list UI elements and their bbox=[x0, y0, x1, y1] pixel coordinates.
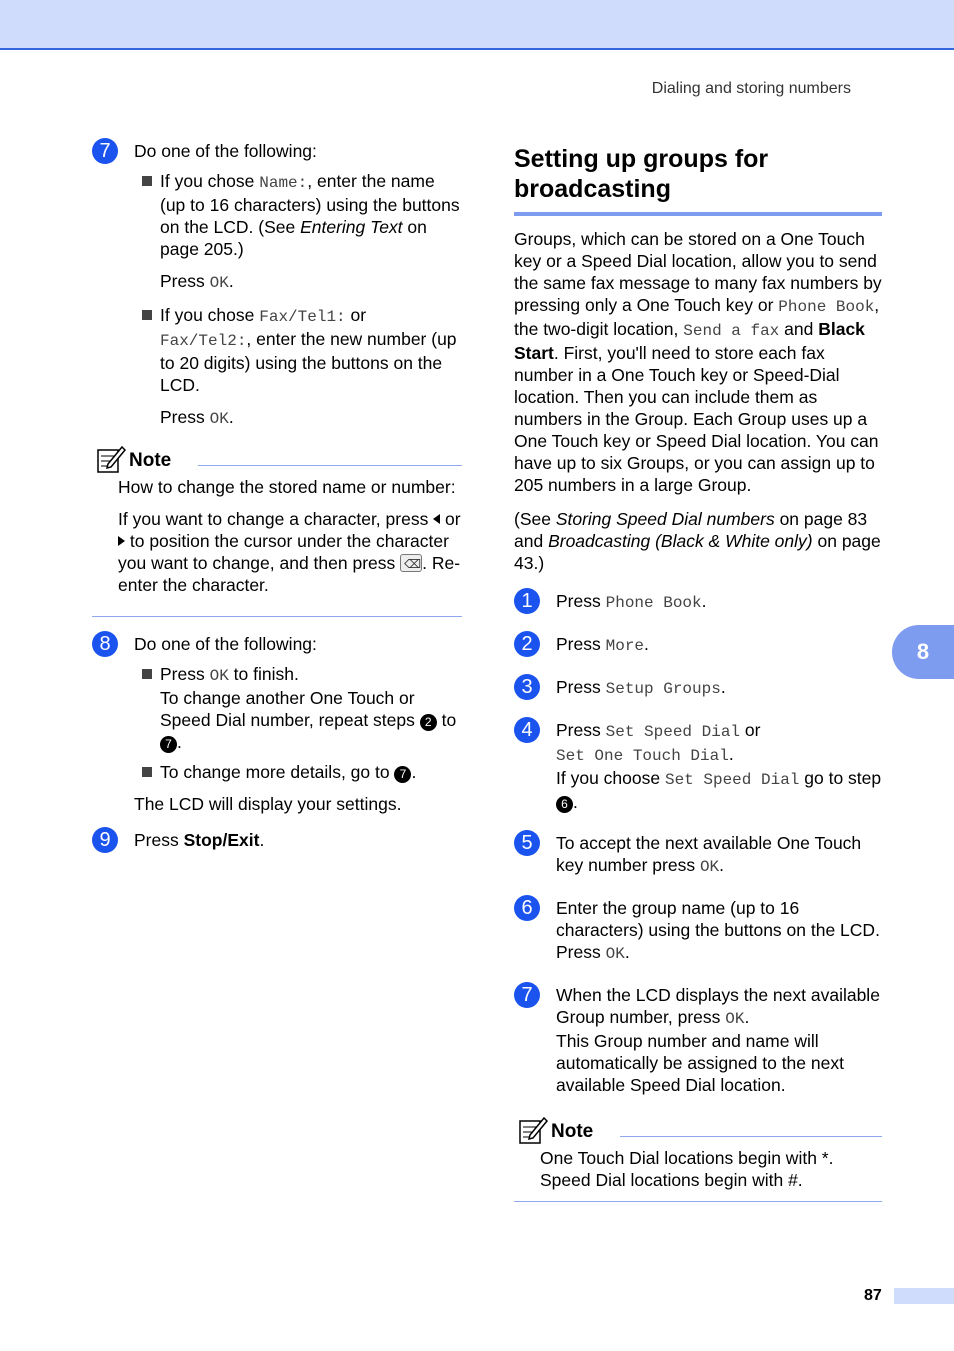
step-intro: Do one of the following: bbox=[134, 634, 317, 654]
lcd-send-a-fax: Send a fax bbox=[683, 322, 780, 340]
step-6-right bbox=[514, 897, 882, 965]
text: (See bbox=[514, 509, 556, 529]
lcd-ok: OK bbox=[699, 858, 720, 876]
lcd-set-one-touch-dial: Set One Touch Dial bbox=[556, 747, 729, 765]
step-number: 2 bbox=[514, 631, 540, 657]
text: Press bbox=[556, 942, 606, 962]
text: To accept the next available One Touch key number press bbox=[556, 833, 862, 875]
text: . bbox=[728, 744, 734, 764]
text: Enter the group name (up to 16 characters) using the buttons on the LCD. bbox=[556, 898, 880, 940]
step-number: 6 bbox=[514, 895, 540, 921]
text: . bbox=[719, 855, 725, 875]
lcd-ok: OK bbox=[209, 410, 229, 428]
press-ok-2 bbox=[134, 406, 462, 430]
page-number: 87 bbox=[864, 1287, 882, 1304]
lcd-more: More bbox=[605, 637, 645, 655]
text: Press bbox=[134, 830, 184, 850]
step-number: 9 bbox=[92, 827, 118, 853]
lcd-name: Name: bbox=[259, 174, 308, 192]
bullet-name bbox=[134, 170, 462, 260]
right-column bbox=[514, 144, 882, 1218]
text: or bbox=[345, 305, 367, 325]
step-number: 8 bbox=[92, 631, 118, 657]
text: or bbox=[740, 720, 761, 740]
text: If you choose bbox=[556, 768, 665, 788]
note-rule bbox=[620, 1136, 882, 1137]
step-ref-icon: 7 bbox=[160, 736, 177, 753]
lcd-phone-book: Phone Book bbox=[605, 594, 702, 612]
text: Press bbox=[556, 591, 606, 611]
text: . bbox=[228, 271, 234, 291]
header-bar bbox=[0, 0, 954, 50]
text: . bbox=[411, 762, 417, 782]
lcd-ok: OK bbox=[209, 667, 229, 685]
text: . bbox=[720, 677, 726, 697]
text: . bbox=[701, 591, 707, 611]
intro-paragraph bbox=[514, 228, 882, 496]
step-number: 3 bbox=[514, 674, 540, 700]
section-title: Setting up groups for broadcasting bbox=[514, 144, 882, 216]
text: Press bbox=[160, 407, 210, 427]
cross-reference: Storing Speed Dial numbers bbox=[555, 509, 775, 529]
text: . bbox=[828, 1148, 834, 1168]
note-body bbox=[514, 1147, 882, 1191]
chapter-tab: 8 bbox=[892, 625, 954, 679]
text: One Touch Dial locations begin with bbox=[540, 1148, 822, 1168]
lcd-phone-book: Phone Book bbox=[778, 298, 875, 316]
note-body bbox=[92, 476, 462, 596]
text: Press bbox=[556, 720, 606, 740]
text: or bbox=[440, 509, 461, 529]
text: . bbox=[744, 1007, 750, 1027]
press-ok-1 bbox=[134, 270, 462, 294]
text: , the two-digit location, bbox=[514, 295, 880, 339]
text: If you chose bbox=[160, 171, 260, 191]
text: and bbox=[779, 319, 819, 339]
text: Groups, which can be stored on a One Touch key or a Speed Dial location, allow you to send the same fax message to many fax numbers by pressing only a One Touch key or bbox=[514, 229, 882, 315]
text: . First, you'll need to store each fax number in a One Touch key or Speed-Dial location. Then you can include them as numbers in the Group. Each Group uses up a One Touch key or Speed Dial location. You can have up to six Groups, or you can assign up to 205 numbers in a large Group. bbox=[514, 343, 879, 495]
right-arrow-icon bbox=[118, 536, 125, 546]
lcd-ok: OK bbox=[209, 274, 229, 292]
text: to bbox=[436, 710, 457, 730]
text: To change more details, go to bbox=[160, 762, 395, 782]
note-header bbox=[92, 444, 462, 476]
step-8-left bbox=[92, 633, 462, 815]
text: Press bbox=[160, 271, 210, 291]
text: go to step bbox=[799, 768, 882, 788]
text: . bbox=[228, 407, 234, 427]
step-9-left bbox=[92, 829, 462, 851]
see-paragraph bbox=[514, 508, 882, 574]
text: Press bbox=[556, 634, 606, 654]
left-column bbox=[92, 140, 462, 865]
text: to finish. bbox=[228, 664, 299, 684]
star-symbol: * bbox=[821, 1148, 829, 1168]
bullet-faxtel bbox=[134, 304, 462, 396]
text: Press bbox=[160, 664, 210, 684]
cross-reference: Broadcasting (Black & White only) bbox=[548, 531, 813, 551]
text: . bbox=[177, 732, 182, 752]
lcd-ok: OK bbox=[725, 1010, 745, 1028]
step-ref-icon: 6 bbox=[556, 796, 573, 813]
text: . bbox=[644, 634, 649, 654]
text: When the LCD displays the next available Group number, press bbox=[556, 985, 880, 1027]
lcd-setup-groups: Setup Groups bbox=[605, 680, 721, 698]
note-rule bbox=[198, 465, 462, 466]
bullet-finish bbox=[134, 663, 462, 753]
step-number: 1 bbox=[514, 588, 540, 614]
note-paragraph: How to change the stored name or number: bbox=[118, 477, 456, 497]
text: To change another One Touch or Speed Dial number, repeat steps bbox=[160, 688, 420, 730]
step-number: 7 bbox=[92, 138, 118, 164]
note-title: Note bbox=[129, 450, 172, 471]
text: , enter the name (up to 16 characters) using the buttons on the LCD. (See bbox=[160, 171, 460, 237]
text: to position the cursor under the character you want to change, and then press bbox=[118, 531, 449, 573]
running-title: Dialing and storing numbers bbox=[651, 80, 851, 97]
step-number: 5 bbox=[514, 830, 540, 856]
key-name: Stop/Exit bbox=[183, 830, 260, 850]
note-line bbox=[540, 1147, 882, 1169]
backspace-key-icon bbox=[400, 554, 422, 572]
text: on page 205.) bbox=[160, 217, 427, 259]
step-7-left bbox=[92, 140, 462, 430]
step-number: 4 bbox=[514, 717, 540, 743]
note-box-right bbox=[514, 1115, 882, 1202]
text: If you chose bbox=[160, 305, 260, 325]
note-pencil-icon bbox=[518, 1115, 548, 1145]
note-header bbox=[514, 1115, 882, 1147]
lcd-ok: OK bbox=[605, 945, 625, 963]
step-4-right bbox=[514, 719, 882, 813]
note-pencil-icon bbox=[96, 444, 126, 474]
lcd-faxtel2: Fax/Tel2: bbox=[160, 332, 247, 350]
step-5-right bbox=[514, 832, 882, 878]
text: on page 83 and bbox=[514, 509, 868, 551]
note-title: Note bbox=[551, 1121, 594, 1142]
step-ref-icon: 2 bbox=[420, 714, 437, 731]
note-box-left bbox=[92, 444, 462, 617]
lcd-faxtel1: Fax/Tel1: bbox=[259, 308, 346, 326]
step-ref-icon: 7 bbox=[394, 766, 411, 783]
step-after: The LCD will display your settings. bbox=[134, 794, 402, 814]
bullet-more-details bbox=[134, 761, 462, 783]
step-3-right bbox=[514, 676, 882, 700]
text: This Group number and name will automatically be assigned to the next available Speed Dial location. bbox=[556, 1031, 844, 1095]
footer-bar bbox=[894, 1288, 954, 1304]
text: . bbox=[624, 942, 630, 962]
lcd-set-speed-dial: Set Speed Dial bbox=[605, 723, 741, 741]
text: . bbox=[573, 792, 578, 812]
step-2-right bbox=[514, 633, 882, 657]
note-paragraph bbox=[118, 508, 462, 596]
step-number: 7 bbox=[514, 982, 540, 1008]
lcd-set-speed-dial: Set Speed Dial bbox=[664, 771, 800, 789]
text: . bbox=[259, 830, 265, 850]
text: If you want to change a character, press bbox=[118, 509, 434, 529]
text: Press bbox=[556, 677, 606, 697]
step-7-right bbox=[514, 984, 882, 1096]
text: on page 43.) bbox=[514, 531, 881, 573]
cross-reference: Entering Text bbox=[300, 217, 403, 237]
key-name: Black Start bbox=[514, 319, 865, 363]
step-1-right bbox=[514, 590, 882, 614]
step-intro: Do one of the following: bbox=[134, 141, 317, 161]
text: . Re-enter the character. bbox=[118, 553, 461, 595]
text: , enter the new number (up to 20 digits) using the buttons on the LCD. bbox=[160, 329, 457, 395]
note-line: Speed Dial locations begin with #. bbox=[540, 1170, 803, 1190]
